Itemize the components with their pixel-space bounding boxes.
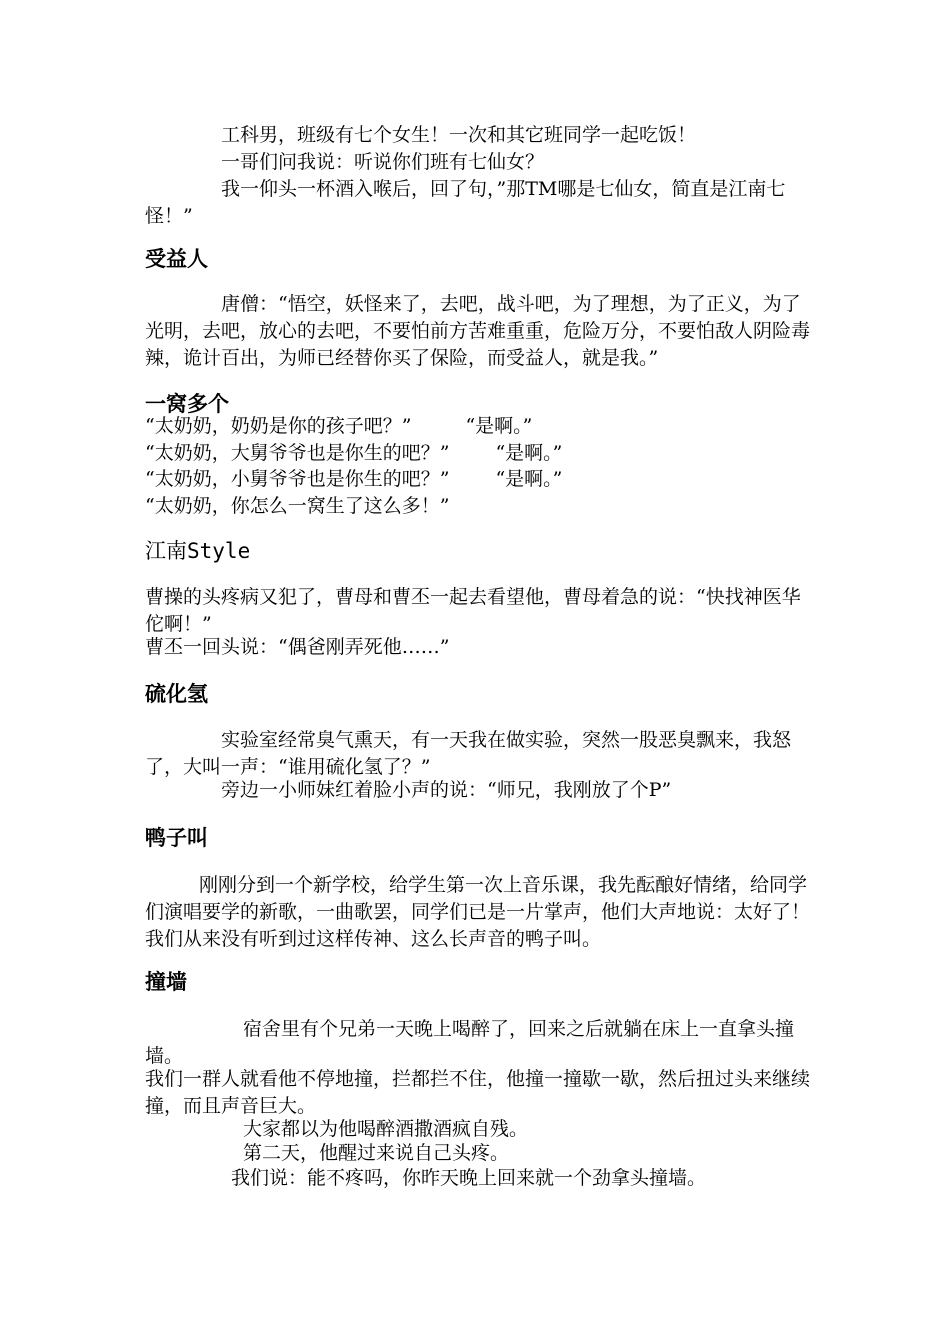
dialogue-question: “太奶奶，奶奶是你的孩子吧？”	[145, 415, 412, 437]
paragraph: 工科男，班级有七个女生！一次和其它班同学一起吃饭！	[221, 124, 697, 146]
dialogue-answer: “是啊。”	[465, 415, 533, 437]
paragraph: 曹丕一回头说：“偶爸刚弄死他……”	[145, 636, 450, 658]
paragraph: 旁边一小师妹红着脸小声的说：“师兄，我刚放了个P”	[221, 779, 672, 801]
dialogue-answer: “是啊。”	[495, 468, 563, 490]
paragraph: 实验室经常臭气熏天，有一天我在做实验，突然一股恶臭飘来，我怒了，大叫一声：“谁用硫化氢了？”	[145, 729, 792, 778]
paragraph: 唐僧：“悟空，妖怪来了，去吧，战斗吧，为了理想，为了正义，为了光明，去吧，放心的去吧，不要怕前方苦难重重，危险万分，不要怕敌人阴险毒辣，诡计百出，为师已经替你买了保险，而受益人，就是我。”	[145, 293, 811, 369]
section-title: 受益人	[145, 247, 208, 271]
paragraph: 宿舍里有个兄弟一天晚上喝醉了，回来之后就躺在床上一直拿头撞墙。	[145, 1018, 795, 1067]
section-title: 鸭子叫	[145, 826, 208, 850]
dialogue-question: “太奶奶，你怎么一窝生了这么多！”	[145, 495, 450, 517]
paragraph: 第二天，他醒过来说自己头疼。	[243, 1142, 510, 1164]
dialogue-question: “太奶奶，小舅爷爷也是你生的吧？”	[145, 468, 450, 490]
section-title: 一窝多个	[145, 392, 229, 416]
dialogue-line	[145, 493, 449, 520]
paragraph: 曹操的头疼病又犯了，曹母和曹丕一起去看望他，曹母着急的说：“快找神医华佗啊！”	[145, 586, 801, 635]
paragraph: 我们一群人就看他不停地撞，拦都拦不住，他撞一撞歇一歇，然后扭过头来继续撞，而且声音巨大。	[145, 1068, 811, 1117]
dialogue-line	[145, 440, 562, 467]
dialogue-line	[145, 413, 532, 440]
paragraph: 我们说：能不疼吗，你昨天晚上回来就一个劲拿头撞墙。	[231, 1167, 707, 1189]
paragraph: 大家都以为他喝醉酒撒酒疯自残。	[243, 1118, 529, 1140]
dialogue-answer: “是啊。”	[495, 442, 563, 464]
paragraph: 一哥们问我说：听说你们班有七仙女？	[221, 151, 545, 173]
dialogue-question: “太奶奶，大舅爷爷也是你生的吧？”	[145, 442, 450, 464]
section-title: 硫化氢	[145, 682, 208, 706]
section-title: 江南Style	[145, 539, 251, 563]
paragraph: 刚刚分到一个新学校，给学生第一次上音乐课，我先酝酿好情绪，给同学们演唱要学的新歌，一曲歌罢，同学们已是一片掌声，他们大声地说：太好了！我们从来没有听到过这样传神、这么长声音的鸭子叫。	[145, 874, 811, 950]
dialogue-line	[145, 466, 562, 493]
paragraph: 我一仰头一杯酒入喉后，回了句，”那TM哪是七仙女，简直是江南七怪！”	[145, 178, 786, 227]
section-title: 撞墙	[145, 970, 187, 994]
